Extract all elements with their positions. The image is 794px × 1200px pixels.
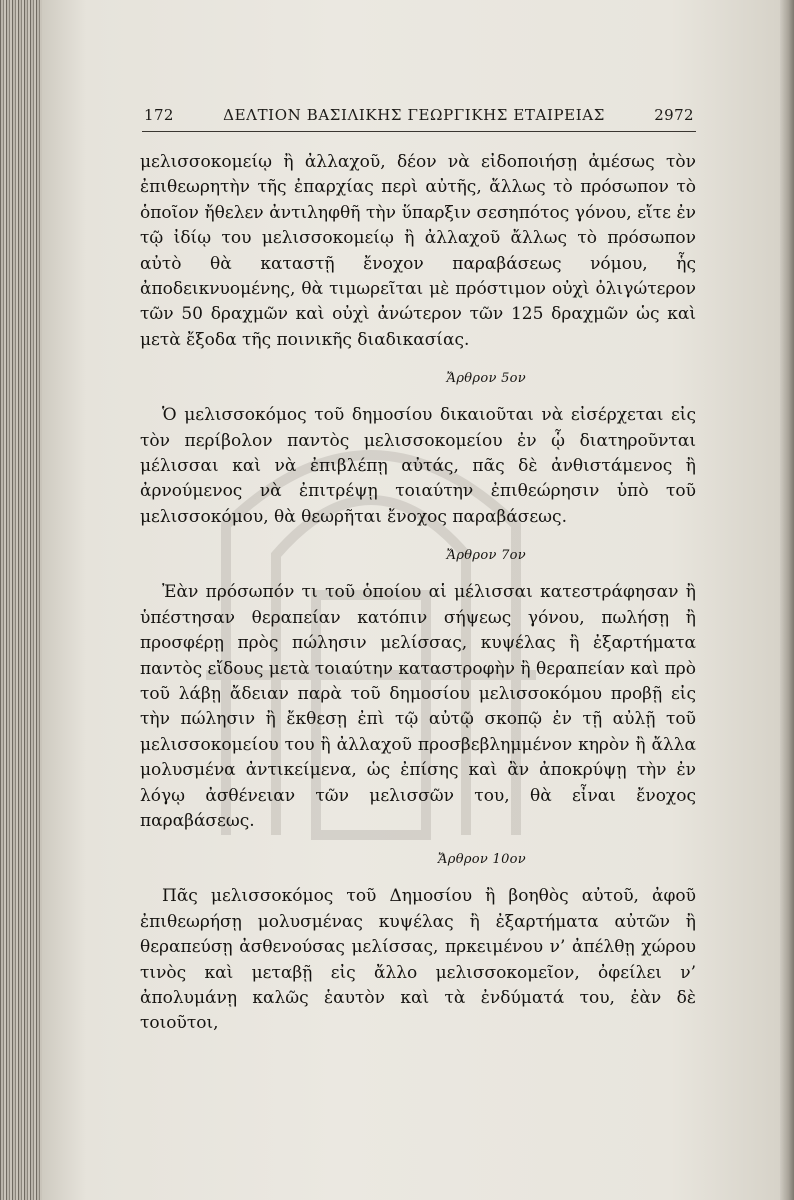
- book-binding: [0, 0, 42, 1200]
- paragraph-article-5: Ὁ μελισσοκόμος τοῦ δημοσίου δικαιοῦται νὰ εἰσέρχεται εἰς τὸν περίβολον παντὸς μελισσοκομείου ἐν ᾧ διατηροῦνται μέλισσαι καὶ νὰ ἐπιβλέπῃ αὐτάς, πᾶς δὲ ἀνθιστάμενος ἢ ἀρνούμενος νὰ ἐπιτρέψῃ τοιαύτην ἐπιθεώρησιν ὑπὸ τοῦ μελισσοκόμου, θὰ θεωρῆται ἔνοχος παραβάσεως.: [140, 405, 696, 527]
- running-title: ΔΕΛΤΙΟΝ ΒΑΣΙΛΙΚΗΣ ΓΕΩΡΓΙΚΗΣ ΕΤΑΙΡΕΙΑΣ: [223, 106, 605, 124]
- article-heading-10: Ἄρθρον 10ον: [437, 852, 526, 868]
- page-body: [140, 150, 696, 1037]
- page-number: 172: [144, 106, 174, 124]
- paragraph-article-10: Πᾶς μελισσοκόμος τοῦ Δημοσίου ἢ βοηθὸς αὐτοῦ, ἀφοῦ ἐπιθεωρήσῃ μολυσμένας κυψέλας ἢ ἐξαρτήματα αὐτῶν ἢ θεραπεύσῃ ἀσθενούσας μελίσσας, πρκειμένου ν’ ἀπέλθῃ χώρου τινὸς καὶ μεταβῇ εἰς ἄλλο μελισσοκομεῖον, ὀφείλει ν’ ἀπολυμάνῃ καλῶς ἑαυτὸν καὶ τὰ ἐνδύματά του, ἐὰν δὲ τοιοῦτοι,: [140, 886, 696, 1034]
- page-edge: [780, 0, 794, 1200]
- article-heading-5: Ἄρθρον 5ον: [446, 371, 526, 387]
- article-heading-7: Ἄρθρον 7ον: [446, 548, 526, 564]
- paragraph-continued: μελισσοκομείῳ ἢ ἀλλαχοῦ, δέον νὰ εἰδοποιήσῃ ἀμέσως τὸν ἐπιθεωρητὴν τῆς ἐπαρχίας περὶ αὐτῆς, ἄλλως τὸ πρόσωπον τὸ ὁποῖον ἤθελεν ἀντιληφθῆ τὴν ὕπαρξιν σεσηπότος γόνου, εἴτε ἐν τῷ ἰδίῳ του μελισσοκομείῳ ἢ ἀλλαχοῦ ἄλλως τὸ πρόσωπον αὐτὸ θὰ καταστῇ ἔνοχον παραβάσεως νόμου, ἧς ἀποδεικνυομένης, θὰ τιμωρεῖται μὲ πρόστιμον οὐχὶ ὀλιγώτερον τῶν 50 δραχμῶν καὶ οὐχὶ ἀνώτερον τῶν 125 δραχμῶν ὡς καὶ μετὰ ἔξοδα τῆς ποινικῆς διαδικασίας.: [140, 152, 696, 350]
- header-rule: [142, 131, 696, 132]
- sheet-number: 2972: [654, 106, 694, 124]
- paragraph-article-7: Ἐὰν πρόσωπόν τι τοῦ ὁποίου αἱ μέλισσαι κατεστράφησαν ἢ ὑπέστησαν θεραπείαν κατόπιν σήψεως γόνου, πωλήσῃ ἢ προσφέρῃ πρὸς πώλησιν μελίσσας, κυψέλας ἢ ἐξαρτήματα παντὸς εἴδους μετὰ τοιαύτην καταστροφὴν ἢ θεραπείαν καὶ πρὸ τοῦ λάβῃ ἄδειαν παρὰ τοῦ δημοσίου μελισσοκόμου προβῇ εἰς τὴν πώλησιν ἢ ἔκθεσῃ ἐπὶ τῷ αὐτῷ σκοπῷ ἐν τῇ αὐλῇ τοῦ μελισσοκομείου του ἢ ἀλλαχοῦ προσβεβλημμένον κηρὸν ἢ ἄλλα μολυσμένα ἀντικείμενα, ὡς ἐπίσης καὶ ἂν ἀποκρύψῃ τὴν ἐν λόγῳ ἀσθένειαν τῶν μελισσῶν του, θὰ εἶναι ἔνοχος παραβάσεως.: [140, 582, 696, 831]
- running-header: [144, 106, 694, 130]
